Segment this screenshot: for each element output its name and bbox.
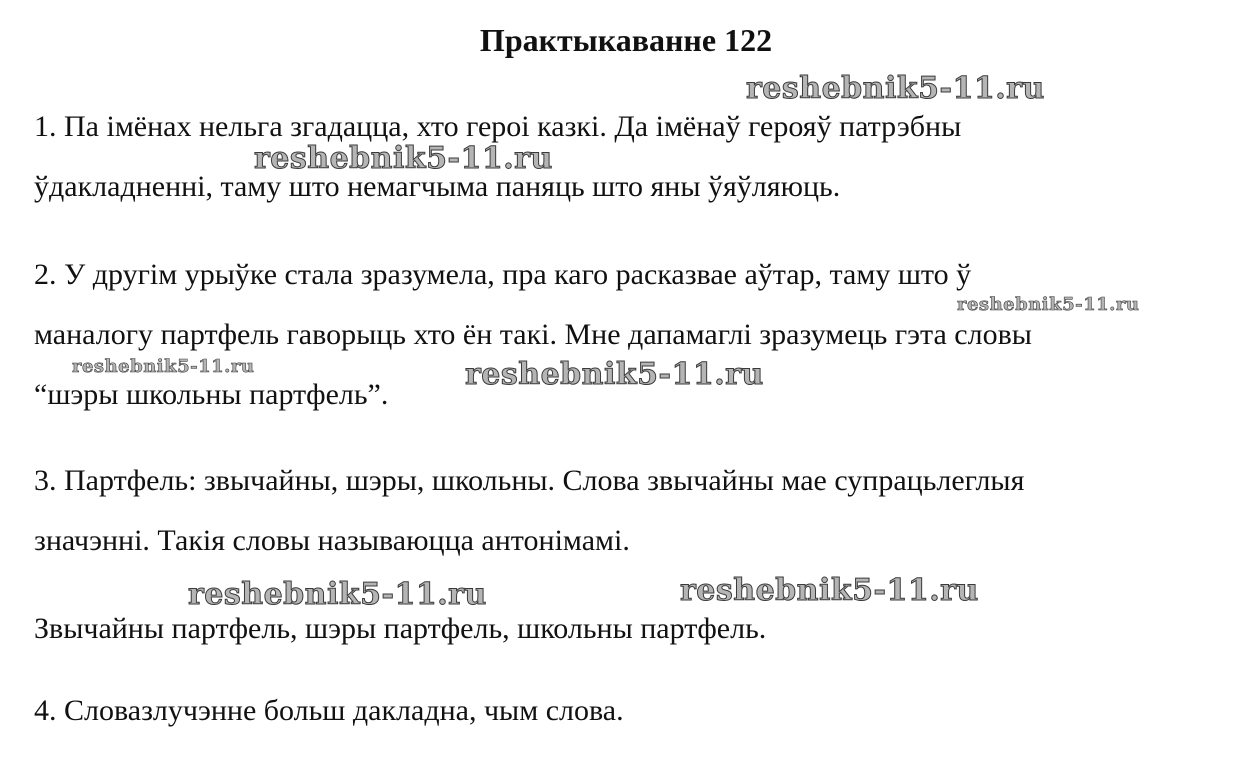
watermark-text: reshebnik5-11.ru (465, 357, 764, 392)
watermark-text: reshebnik5-11.ru (188, 577, 487, 612)
watermark-text: reshebnik5-11.ru (254, 141, 553, 176)
watermark-text: reshebnik5-11.ru (746, 71, 1045, 106)
answer-2-line-1: 2. У другім урыўке стала зразумела, пра каго расказвае аўтар, таму што ў (34, 258, 972, 291)
page-title: Практыкаванне 122 (479, 22, 773, 58)
answer-1-line-2: ўдакладненні, таму што немагчыма паняць што яны ўяўляюць. (34, 170, 841, 203)
answer-4-line-1: 4. Словазлучэнне больш дакладна, чым слова. (34, 694, 624, 727)
answer-3-line-3: Звычайны партфель, шэры партфель, школьны партфель. (34, 612, 767, 645)
watermark-text: reshebnik5-11.ru (957, 294, 1140, 315)
answer-3-line-2: значэнні. Такія словы называюцца антонімамі. (34, 524, 630, 557)
answer-1-line-1: 1. Па імёнах нельга згадацца, хто героі казкі. Да імёнаў герояў патрэбны (34, 110, 962, 143)
watermark-text: reshebnik5-11.ru (680, 573, 979, 608)
answer-2-line-3: “шэры школьны партфель”. (34, 378, 389, 411)
answer-2-line-2: маналогу партфель гаворыць хто ён такі. Мне дапамаглі зразумець гэта словы (34, 318, 1032, 351)
answer-3-line-1: 3. Партфель: звычайны, шэры, школьны. Слова звычайны мае супрацьлеглыя (34, 464, 1025, 497)
watermark-text: reshebnik5-11.ru (72, 356, 255, 377)
